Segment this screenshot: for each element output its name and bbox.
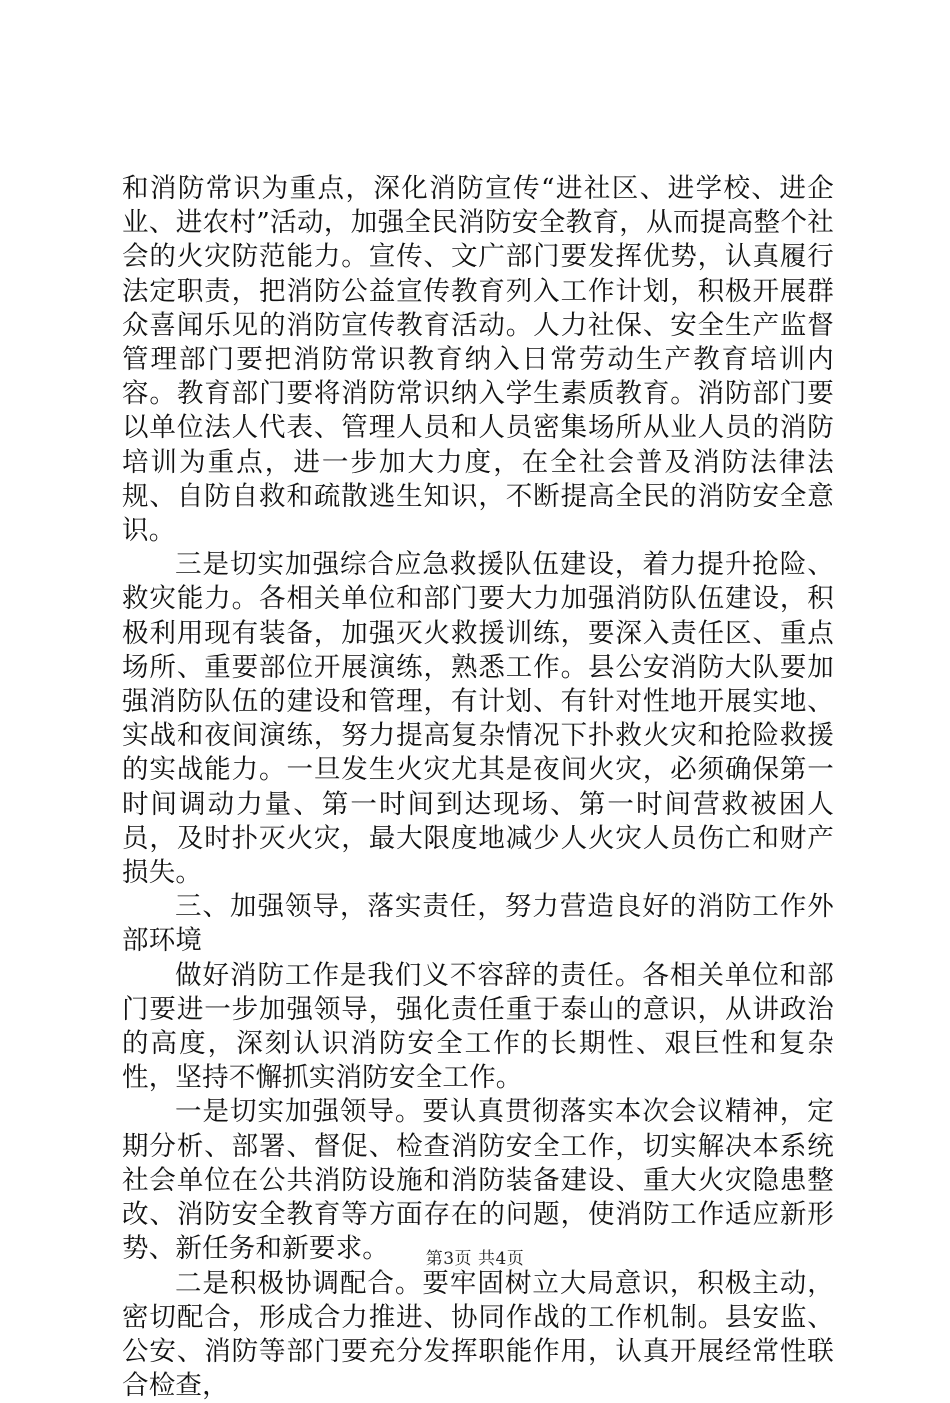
paragraph-6: 二是积极协调配合。要牢固树立大局意识，积极主动，密切配合，形成合力推进、协同作战的工作机制。县安监、公安、消防等部门要充分发挥职能作用，认真开展经常性联合检查， (122, 1267, 834, 1403)
paragraph-2: 三是切实加强综合应急救援队伍建设，着力提升抢险、救灾能力。各相关单位和部门要大力加强消防队伍建设，积极利用现有装备，加强灭火救援训练，要深入责任区、重点场所、重要部位开展演练，熟悉工作。县公安消防大队要加强消防队伍的建设和管理，有计划、有针对性地开展实地、实战和夜间演练，努力提高复杂情况下扑救火灾和抢险救援的实战能力。一旦发生火灾尤其是夜间火灾，必须确保第一时间调动力量、第一时间到达现场、第一时间营救被困人员，及时扑灭火灾，最大限度地减少人火灾人员伤亡和财产损失。 (122, 548, 834, 890)
document-body (122, 172, 834, 1403)
page-footer: 第3页 共4页 (0, 1244, 950, 1269)
paragraph-4: 做好消防工作是我们义不容辞的责任。各相关单位和部门要进一步加强领导，强化责任重于泰山的意识，从讲政治的高度，深刻认识消防安全工作的长期性、艰巨性和复杂性，坚持不懈抓实消防安全工作。 (122, 959, 834, 1096)
paragraph-5: 一是切实加强领导。要认真贯彻落实本次会议精神，定期分析、部署、督促、检查消防安全工作，切实解决本系统社会单位在公共消防设施和消防装备建设、重大火灾隐患整改、消防安全教育等方面存在的问题，使消防工作适应新形势、新任务和新要求。 (122, 1095, 834, 1266)
section-heading-3: 三、加强领导，落实责任，努力营造良好的消防工作外部环境 (122, 890, 834, 958)
paragraph-1: 和消防常识为重点，深化消防宣传“进社区、进学校、进企业、进农村”活动，加强全民消防安全教育，从而提高整个社会的火灾防范能力。宣传、文广部门要发挥优势，认真履行法定职责，把消防公益宣传教育列入工作计划，积极开展群众喜闻乐见的消防宣传教育活动。人力社保、安全生产监督管理部门要把消防常识教育纳入日常劳动生产教育培训内容。教育部门要将消防常识纳入学生素质教育。消防部门要以单位法人代表、管理人员和人员密集场所从业人员的消防培训为重点，进一步加大力度，在全社会普及消防法律法规、自防自救和疏散逃生知识，不断提高全民的消防安全意识。 (122, 172, 834, 548)
